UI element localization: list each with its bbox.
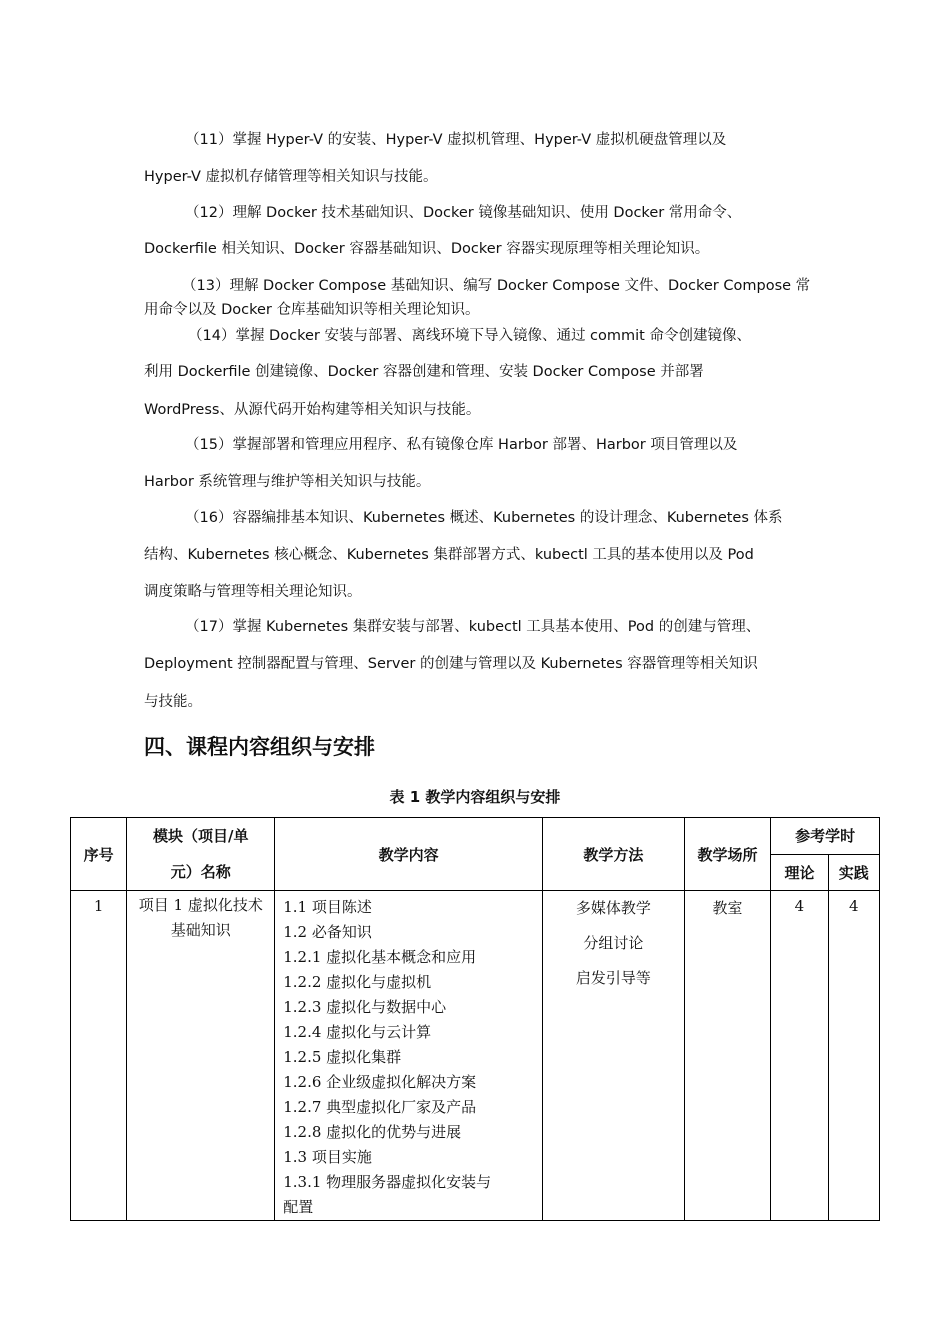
content-item: 配置	[283, 1198, 314, 1216]
header-module-line-1: 模块（项目/单	[153, 827, 249, 845]
content-item: 1.2.8 虚拟化的优势与进展	[283, 1123, 462, 1141]
content-item: 1.2.2 虚拟化与虚拟机	[283, 973, 432, 991]
para-12-line-1: （12）理解 Docker 技术基础知识、Docker 镜像基础知识、使用 Docker 常用命令、	[185, 205, 742, 221]
para-14-line-2: 利用 Dockerfile 创建镜像、Docker 容器创建和管理、安装 Docker Compose 并部署	[144, 364, 704, 380]
content-item: 1.3.1 物理服务器虚拟化安装与	[283, 1173, 492, 1191]
header-method: 教学方法	[542, 818, 684, 891]
content-item: 1.2.4 虚拟化与云计算	[283, 1023, 432, 1041]
para-13-line-1: （13）理解 Docker Compose 基础知识、编写 Docker Compose 文件、Docker Compose 常	[182, 278, 811, 294]
para-16-line-1: （16）容器编排基本知识、Kubernetes 概述、Kubernetes 的设计理念、Kubernetes 体系	[185, 510, 783, 526]
content-item: 1.3 项目实施	[283, 1148, 372, 1166]
row-theory-hours: 4	[771, 891, 828, 1221]
content-item: 1.2.5 虚拟化集群	[283, 1048, 402, 1066]
method-item: 多媒体教学	[575, 899, 651, 917]
para-16-line-3: 调度策略与管理等相关理论知识。	[144, 584, 362, 600]
para-15-line-1: （15）掌握部署和管理应用程序、私有镜像仓库 Harbor 部署、Harbor 项目管理以及	[185, 437, 738, 453]
content-item: 1.2.1 虚拟化基本概念和应用	[283, 948, 477, 966]
row-practice-hours: 4	[828, 891, 879, 1221]
para-17-line-2: Deployment 控制器配置与管理、Server 的创建与管理以及 Kubernetes 容器管理等相关知识	[144, 656, 758, 672]
header-content: 教学内容	[275, 818, 543, 891]
content-item: 1.2 必备知识	[283, 923, 372, 941]
row-module: 项目 1 虚拟化技术基础知识	[127, 891, 275, 1221]
para-17-line-1: （17）掌握 Kubernetes 集群安装与部署、kubectl 工具基本使用、Pod 的创建与管理、	[185, 619, 761, 635]
content-table	[70, 817, 880, 1221]
para-16-line-2: 结构、Kubernetes 核心概念、Kubernetes 集群部署方式、kubectl 工具的基本使用以及 Pod	[144, 547, 754, 563]
header-practice: 实践	[828, 854, 879, 891]
method-item: 启发引导等	[575, 969, 651, 987]
content-item: 1.2.7 典型虚拟化厂家及产品	[283, 1098, 477, 1116]
para-11-line-2: Hyper-V 虚拟机存储管理等相关知识与技能。	[144, 169, 438, 185]
row-seq: 1	[71, 891, 127, 1221]
para-17-line-3: 与技能。	[144, 694, 202, 710]
content-item: 1.2.6 企业级虚拟化解决方案	[283, 1073, 477, 1091]
content-item: 1.1 项目陈述	[283, 898, 372, 916]
para-13-line-2: 用命令以及 Docker 仓库基础知识等相关理论知识。	[144, 302, 480, 318]
header-module	[127, 818, 275, 891]
header-module-line-2: 元）名称	[170, 863, 231, 881]
method-item: 分组讨论	[583, 934, 644, 952]
header-place: 教学场所	[684, 818, 771, 891]
table-row	[71, 891, 880, 1221]
para-14-line-3: WordPress、从源代码开始构建等相关知识与技能。	[144, 402, 481, 418]
row-content-list	[275, 891, 543, 1221]
header-seq: 序号	[71, 818, 127, 891]
para-12-line-2: Dockerfile 相关知识、Docker 容器基础知识、Docker 容器实现原理等相关理论知识。	[144, 241, 710, 257]
table-header-row	[71, 818, 880, 855]
para-15-line-2: Harbor 系统管理与维护等相关知识与技能。	[144, 474, 431, 490]
content-item: 1.2.3 虚拟化与数据中心	[283, 998, 447, 1016]
header-hours: 参考学时	[771, 818, 880, 855]
row-place: 教室	[684, 891, 771, 1221]
header-theory: 理论	[771, 854, 828, 891]
para-14-line-1: （14）掌握 Docker 安装与部署、离线环境下导入镜像、通过 commit 命令创建镜像、	[188, 328, 751, 344]
para-11-line-1: （11）掌握 Hyper-V 的安装、Hyper-V 虚拟机管理、Hyper-V 虚拟机硬盘管理以及	[185, 132, 727, 148]
row-methods	[542, 891, 684, 1221]
section-heading: 四、课程内容组织与安排	[144, 735, 375, 759]
table-caption: 表 1 教学内容组织与安排	[389, 788, 561, 806]
